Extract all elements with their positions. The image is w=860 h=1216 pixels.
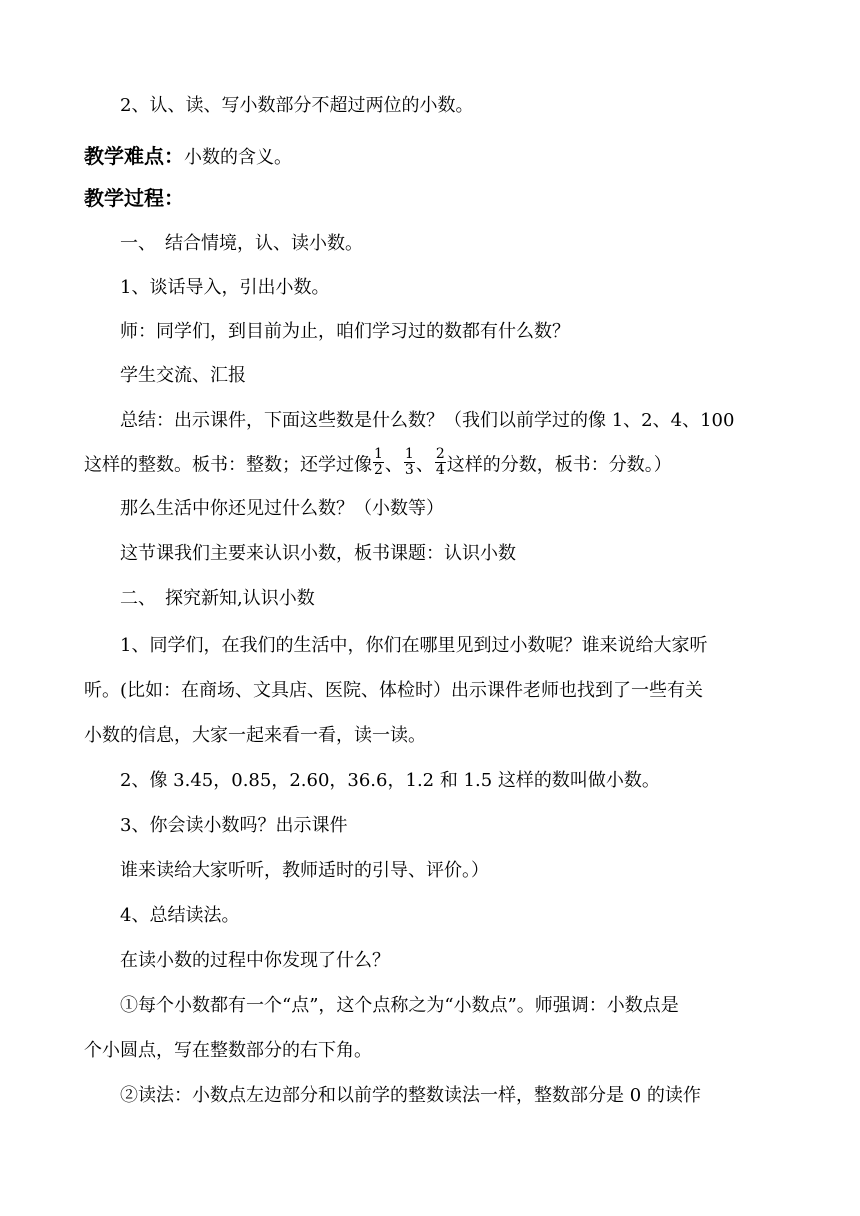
difficulty-text: 小数的含义。 [184,147,292,168]
paragraph-1-line-1: 1、同学们，在我们的生活中，你们在哪里见到过小数呢？谁来说给大家听 [120,635,708,656]
fraction-2-4 [435,447,446,478]
paragraph-4: 4、总结读法。 [120,905,240,926]
separator: 、 [384,454,403,476]
fraction-1-2 [373,447,384,478]
fraction-denominator: 4 [435,462,445,478]
summary-text-a: 这样的整数。板书：整数；还学过像 [84,454,372,476]
paragraph-1-line-2: 听。(比如：在商场、文具店、医院、体检时）出示课件老师也找到了一些有关 [84,680,704,701]
fraction-denominator: 2 [374,462,383,478]
paragraph-3: 3、你会读小数吗？出示课件 [120,815,348,836]
paragraph-3-b: 谁来读给大家听听，教师适时的引导、评价。） [120,860,489,881]
process-heading: 教学过程： [84,186,184,210]
fraction-1-3 [404,447,415,478]
section-2-title: 二、 探究新知,认识小数 [120,588,315,609]
point-1-line-1: ①每个小数都有一个“点”，这个点称之为“小数点”。师强调：小数点是 [120,995,679,1016]
paragraph-4-b: 在读小数的过程中你发现了什么？ [120,950,390,971]
step-1-1: 1、谈话导入，引出小数。 [120,277,330,298]
paragraph-1-line-3: 小数的信息，大家一起来看一看，读一读。 [84,725,426,746]
student-report: 学生交流、汇报 [120,365,246,386]
summary-text-b: 这样的分数，板书：分数。） [446,454,672,476]
summary-line-1: 总结：出示课件，下面这些数是什么数？（我们以前学过的像 1、2、4、100 [120,410,735,431]
fraction-denominator: 3 [404,462,414,478]
fraction-numerator: 1 [374,446,383,462]
section-1-title: 一、 结合情境，认、读小数。 [120,233,363,254]
teacher-question: 师：同学们，到目前为止，咱们学习过的数都有什么数？ [120,321,570,342]
summary-line-2 [84,446,784,481]
life-question: 那么生活中你还见过什么数？（小数等） [120,498,444,519]
lesson-title-line: 这节课我们主要来认识小数，板书课题：认识小数 [120,543,516,564]
fraction-numerator: 1 [404,446,414,462]
point-1-line-2: 个小圆点，写在整数部分的右下角。 [84,1040,372,1061]
objective-2: 2、认、读、写小数部分不超过两位的小数。 [120,95,474,116]
fraction-numerator: 2 [435,446,445,462]
difficulty-row [84,143,784,171]
separator: 、 [415,454,434,476]
point-2-line-1: ②读法：小数点左边部分和以前学的整数读法一样，整数部分是 0 的读作 [120,1085,701,1106]
difficulty-label: 教学难点： [84,144,184,168]
paragraph-2: 2、像 3.45，0.85，2.60，36.6，1.2 和 1.5 这样的数叫做小数。 [120,770,660,791]
